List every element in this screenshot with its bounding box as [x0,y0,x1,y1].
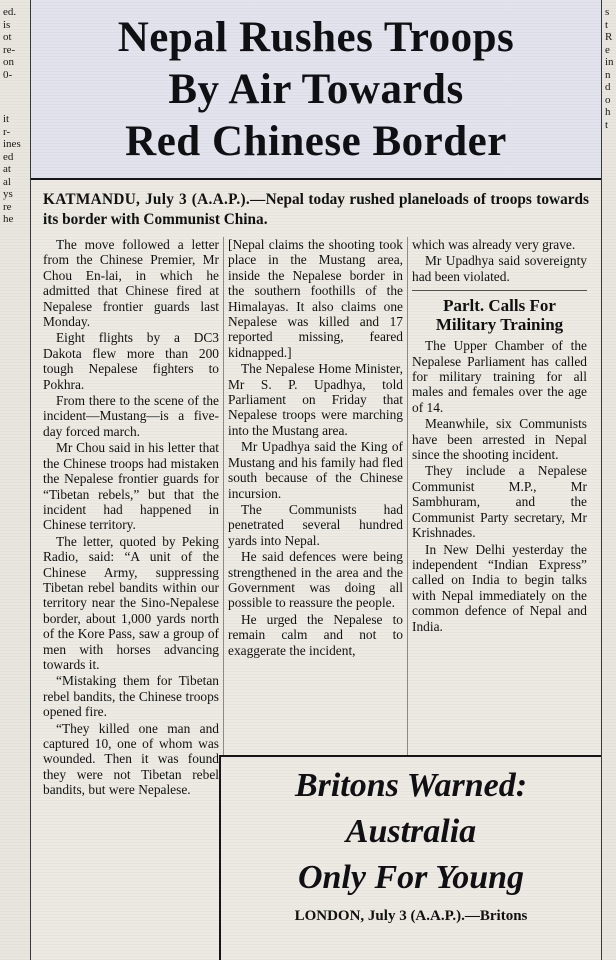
paragraph: The Communists had penetrated several hundred yards into Nepal. [228,501,403,548]
sliver-line: ys [3,188,13,200]
paragraph: “They killed one man and captured 10, one of whom was wounded. Then it was found they were not Tibetan rebel bandits, but were Nepalese. [43,720,219,798]
left-sliver-text-top [0,0,30,81]
sliver-line: o [605,93,611,106]
paragraph: “Mistaking them for Tibetan rebel bandits, the Chinese troops opened fire. [43,673,219,720]
headline-line-1: Nepal Rushes Troops [117,14,515,61]
sliver-line: ed. [3,6,17,18]
paragraph: Meanwhile, six Communists have been arrested in Nepal since the shooting incident. [412,416,587,463]
sliver-line: ot [3,31,12,43]
paragraph: Eight flights by a DC3 Dakota flew more than 200 tough Nepalese fighters to Pokhra. [43,330,219,392]
sliver-line: s [605,6,610,18]
sliver-line: he [3,213,14,225]
left-sliver-text-bottom [0,107,30,226]
paragraph: which was already very grave. [412,237,576,252]
sliver-gap [0,81,30,107]
lede-text: Nepal today rushed planeloads of troops towards its border with Communist China. [43,191,589,228]
right-adjacent-column-sliver [601,0,616,960]
section-subheading: Parlt. Calls For Military Training [412,290,587,334]
paragraph: From there to the scene of the incident—Mustang—is a five-day forced march. [43,393,219,439]
sliver-line: ines [3,138,21,150]
left-adjacent-column-sliver [0,0,31,960]
dateline: KATMANDU, July 3 (A.A.P.).— [43,191,266,208]
paragraph: He urged the Nepalese to remain calm and not to exaggerate the incident, [228,611,403,658]
headline-block [31,0,601,180]
headline-line-3: Red Chinese Border [125,118,507,165]
sliver-line: it [3,113,10,125]
sliver-line: d [605,81,611,93]
column-3 [407,237,591,799]
secondary-article-box [219,755,601,960]
paragraph: They include a Nepalese Communist M.P., Mr Sambhuram, and the Communist Party secretary, Mr Krishnades. [412,463,587,541]
secondary-article [31,755,601,960]
main-article [31,0,601,960]
paragraph: The move followed a letter from the Chinese Premier, Mr Chou En-lai, in which he admitted that Chinese fired at Nepalese frontier guards last Monday. [43,237,219,330]
paragraph: The Nepalese Home Minister, Mr S. P. Upadhya, told Parliament on Friday that Nepalese troops were marching into the Mustang area. [228,361,403,438]
secondary-headline-line-2: Australia [345,813,477,850]
sliver-line: is [3,18,11,31]
secondary-headline-line-3: Only For Young [297,859,525,896]
paragraph: The letter, quoted by Peking Radio, said: “A unit of the Chinese Army, suppressing Tibetan rebel bandits within our territory near the Sino-Nepalese border, about 1,000 yards north of the Kore Pass, saw a group of men with horses advancing towards it. [43,533,219,672]
sliver-line: n [605,68,611,81]
sliver-line: h [605,106,611,118]
sliver-line: R [605,31,613,43]
paragraph: Mr Chou said in his letter that the Chinese troops had mistaken the Nepalese frontier guards for “Tibetan rebels,” but that the incident had happened in Chinese territory. [43,440,219,533]
body-columns [31,235,601,799]
sliver-line: on [3,56,14,68]
sliver-line: e [605,43,610,56]
sliver-line: ed [3,150,14,163]
secondary-headline-line-1: Britons Warned: [294,767,528,804]
column-1 [39,237,223,799]
sliver-line: t [605,118,609,131]
sliver-line: re [3,200,12,213]
right-sliver-text [602,0,616,131]
headline-line-2: By Air Towards [168,66,464,113]
paragraph: In New Delhi yesterday the independent “Indian Express” called on India to begin talks with Nepal immediately on the common defence of Nepal and India. [412,541,587,634]
column-2 [223,237,407,799]
sliver-line: re- [3,43,16,56]
article-lede [31,180,601,235]
paragraph-bracketed: [Nepal claims the shooting took place in the Mustang area, inside the Nepalese border in the southern foothills of the Himalayas. It also claims one Nepalese was killed and 17 reported missing, feared kidnapped.] [228,237,403,360]
sliver-line: r- [3,125,11,138]
paragraph: Mr Upadhya said the King of Mustang and his family had fled south because of the Chinese incursion. [228,439,403,501]
sliver-line: al [3,175,11,188]
sliver-line: t [605,18,609,31]
secondary-dateline: LONDON, July 3 (A.A.P.).—Britons [294,908,528,924]
paragraph: The Upper Chamber of the Nepalese Parliament has called for military training for all males and females over the age of 14. [412,338,587,415]
sliver-line: at [3,163,11,175]
paragraph: Mr Upadhya said sovereignty had been violated. [412,253,587,284]
paragraph: He said defences were being strengthened in the area and the Government was doing all possible to reassure the people. [228,549,403,611]
sliver-line: 0- [3,68,13,81]
sliver-line: in [605,56,614,68]
